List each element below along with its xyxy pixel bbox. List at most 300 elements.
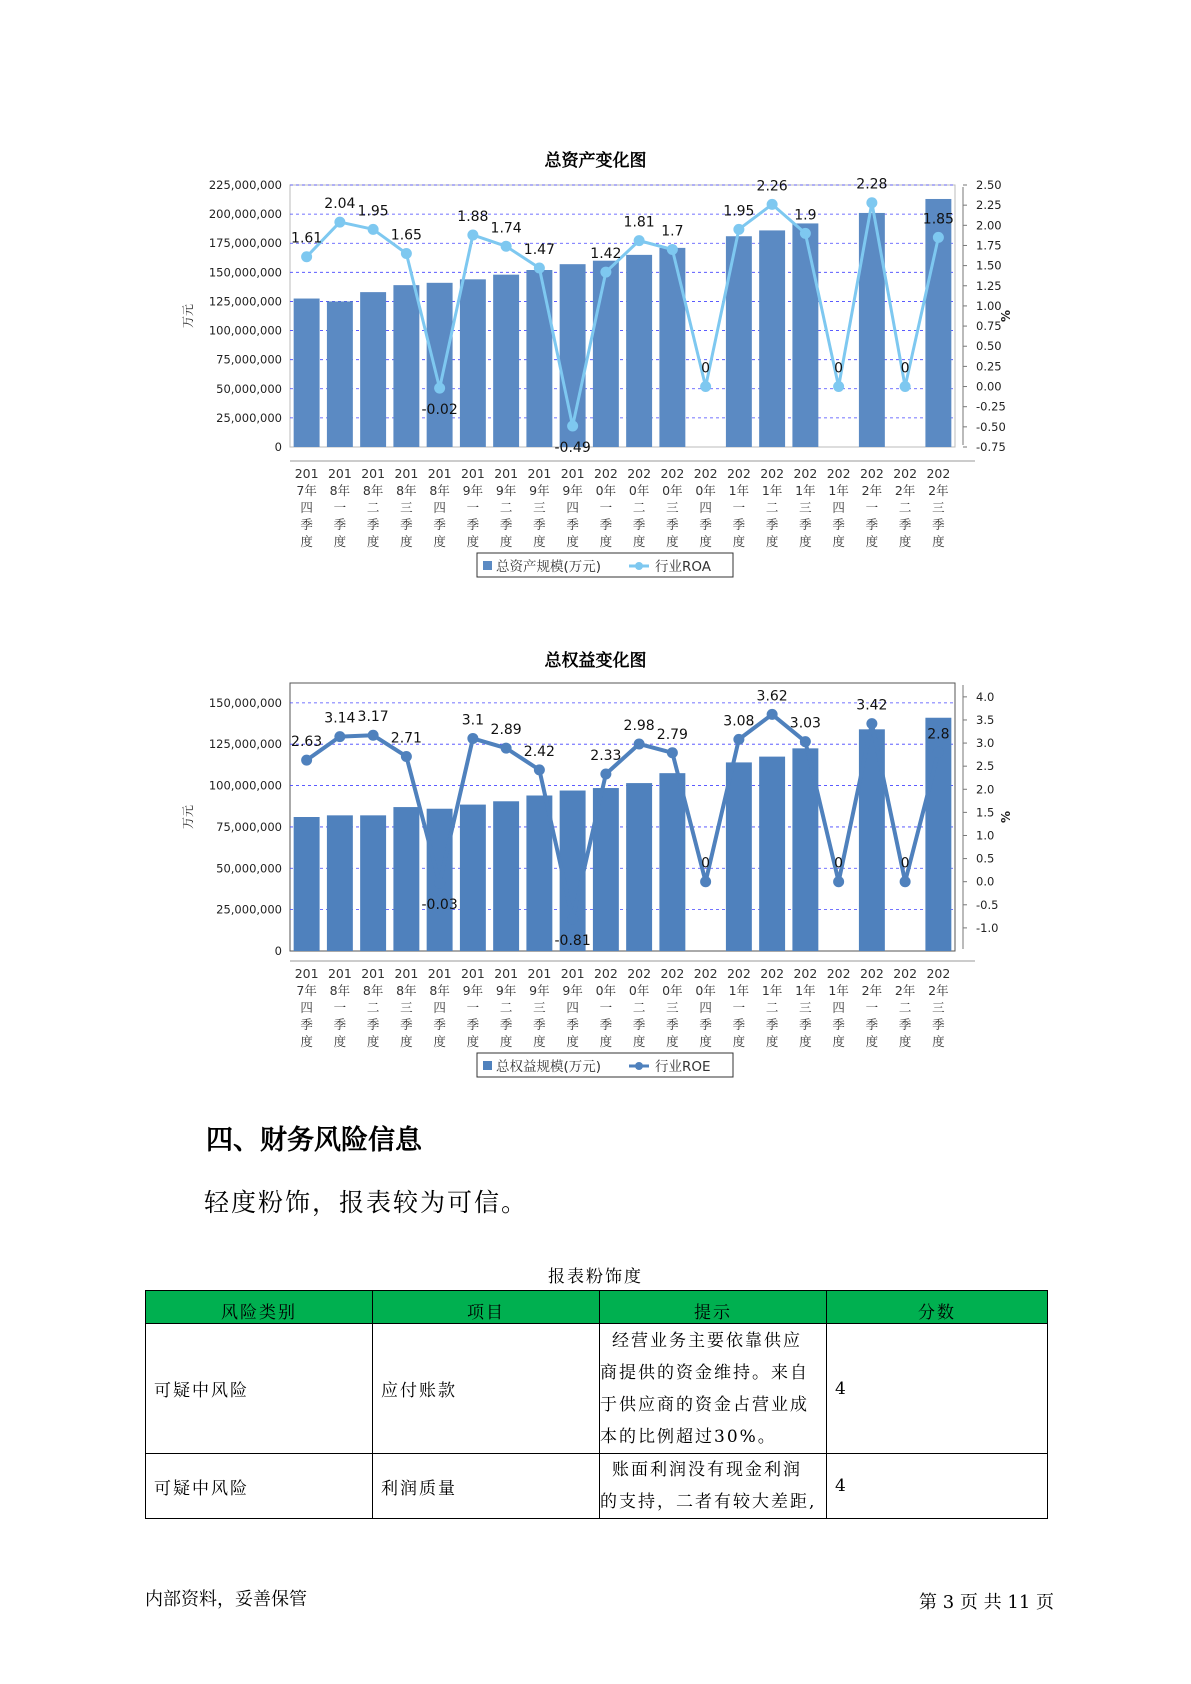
left-tick-label: 150,000,000 <box>208 695 282 710</box>
data-label: -0.03 <box>421 897 458 914</box>
data-label: 1.95 <box>723 203 755 220</box>
row-tip <box>600 1324 827 1454</box>
category-label: 度 <box>732 534 746 549</box>
category-label: 季 <box>400 517 413 532</box>
left-axis-title: 万元 <box>181 303 195 329</box>
category-label: 202 <box>627 466 652 481</box>
bar <box>759 230 785 447</box>
category-label: 度 <box>300 534 313 549</box>
row-score: 4 <box>827 1454 1048 1519</box>
plot-frame <box>290 185 955 447</box>
category-label: 季 <box>898 517 912 532</box>
data-point <box>900 381 911 392</box>
category-label: 度 <box>366 534 380 549</box>
category-label: 2年 <box>928 483 949 498</box>
category-label: 四 <box>566 500 579 515</box>
tip-line: 商提供的资金维持。来自 <box>600 1362 809 1383</box>
bar <box>759 757 785 951</box>
category-label: 度 <box>433 1034 446 1049</box>
data-label: 1.47 <box>523 242 555 259</box>
header-risk-category: 风险类别 <box>146 1291 373 1324</box>
category-label: 季 <box>499 517 513 532</box>
category-label: 度 <box>699 534 712 549</box>
category-label: 1年 <box>828 983 849 998</box>
category-label: 8年 <box>329 983 351 998</box>
bar <box>493 275 519 447</box>
category-label: 度 <box>666 534 679 549</box>
category-label: 201 <box>560 966 585 981</box>
category-label: 202 <box>726 466 751 481</box>
bar <box>626 783 652 951</box>
left-tick-label: 150,000,000 <box>208 265 282 280</box>
data-point <box>833 876 844 887</box>
category-label: 度 <box>566 534 579 549</box>
data-label: 1.61 <box>291 230 323 247</box>
data-label: 1.7 <box>661 223 684 240</box>
category-label: 季 <box>699 517 712 532</box>
category-label: 202 <box>893 966 918 981</box>
data-point <box>933 232 944 243</box>
right-tick-label: -0.25 <box>976 399 1006 414</box>
legend-bar-swatch <box>483 1061 492 1070</box>
data-point <box>501 743 512 754</box>
category-label: 季 <box>333 1017 347 1032</box>
row-risk-category: 可疑中风险 <box>146 1454 373 1519</box>
left-tick-label: 25,000,000 <box>216 902 282 917</box>
data-label: 2.33 <box>590 748 622 765</box>
category-label: 8年 <box>396 483 417 498</box>
category-label: 202 <box>660 966 685 981</box>
category-label: 9年 <box>495 483 517 498</box>
data-label: 1.95 <box>357 203 389 220</box>
category-label: 度 <box>666 1034 679 1049</box>
bar <box>659 773 685 951</box>
category-label: 季 <box>666 1017 679 1032</box>
data-label: 3.42 <box>856 697 888 714</box>
category-label: 季 <box>599 1017 613 1032</box>
category-label: 1年 <box>795 983 816 998</box>
category-label: 0年 <box>595 983 617 998</box>
category-label: 度 <box>799 534 812 549</box>
category-label: 202 <box>760 466 785 481</box>
category-label: 度 <box>832 534 845 549</box>
category-label: 季 <box>300 1017 313 1032</box>
asset-chart-title: 总资产变化图 <box>544 151 647 171</box>
category-label: 0年 <box>595 483 617 498</box>
category-label: 8年 <box>329 483 351 498</box>
data-point <box>933 747 944 758</box>
category-label: 季 <box>400 1017 413 1032</box>
data-label: 0 <box>834 855 844 872</box>
category-label: 季 <box>632 517 646 532</box>
data-point <box>634 738 645 749</box>
category-label: 度 <box>832 1034 845 1049</box>
left-axis-title: 万元 <box>181 804 195 830</box>
data-label: 2.42 <box>523 743 555 760</box>
data-point <box>667 747 678 758</box>
right-tick-label: 1.50 <box>976 258 1002 273</box>
data-point <box>567 421 578 432</box>
category-label: 201 <box>327 466 352 481</box>
category-label: 四 <box>699 500 712 515</box>
category-label: 2年 <box>894 483 916 498</box>
data-point <box>866 718 877 729</box>
data-label: 2.04 <box>324 196 356 213</box>
category-label: 二 <box>499 1000 513 1015</box>
category-label: 度 <box>932 1034 945 1049</box>
data-label: 3.08 <box>723 713 755 730</box>
right-tick-label: 0.00 <box>976 379 1002 394</box>
category-label: 1年 <box>828 483 849 498</box>
category-label: 度 <box>932 534 945 549</box>
bar <box>427 283 453 447</box>
category-label: 四 <box>832 500 845 515</box>
category-label: 202 <box>593 466 618 481</box>
left-tick-label: 0 <box>274 944 282 958</box>
data-label: -0.02 <box>421 402 458 419</box>
header-item: 项目 <box>373 1291 600 1324</box>
category-label: 201 <box>294 466 319 481</box>
data-label: -0.49 <box>554 440 591 457</box>
right-tick-label: 1.75 <box>976 238 1002 253</box>
category-label: 度 <box>366 1034 380 1049</box>
category-label: 季 <box>832 517 845 532</box>
right-tick-label: 1.00 <box>976 298 1002 313</box>
row-tip <box>600 1454 827 1519</box>
category-label: 0年 <box>628 483 650 498</box>
category-label: 二 <box>499 500 513 515</box>
legend-line-label: 行业ROA <box>655 559 712 575</box>
legend-bar-label: 总资产规模(万元) <box>496 559 602 575</box>
category-label: 度 <box>799 1034 812 1049</box>
right-tick-label: 2.00 <box>976 218 1002 233</box>
category-label: 季 <box>732 517 746 532</box>
category-label: 季 <box>466 517 480 532</box>
category-label: 202 <box>660 466 685 481</box>
data-point <box>634 235 645 246</box>
bar <box>460 805 486 951</box>
data-label: 3.62 <box>756 688 788 705</box>
left-tick-label: 225,000,000 <box>208 178 282 192</box>
right-tick-label: 3.0 <box>976 736 995 751</box>
category-label: 202 <box>693 966 718 981</box>
category-label: 一 <box>599 500 613 515</box>
category-label: 一 <box>732 1000 746 1015</box>
right-tick-label: 0.75 <box>976 319 1002 334</box>
right-tick-label: 2.0 <box>976 782 995 797</box>
right-tick-label: 4.0 <box>976 689 995 704</box>
bar <box>493 801 519 951</box>
category-label: 201 <box>560 466 585 481</box>
category-label: 201 <box>327 966 352 981</box>
data-label: 2.26 <box>756 178 788 195</box>
category-label: 2年 <box>861 483 883 498</box>
category-label: 三 <box>799 1000 812 1015</box>
asset-chart <box>0 175 1191 605</box>
category-label: 季 <box>799 517 812 532</box>
data-label: 0 <box>701 360 711 377</box>
category-label: 四 <box>433 500 446 515</box>
category-label: 季 <box>533 1017 546 1032</box>
header-score: 分数 <box>827 1291 1048 1324</box>
category-label: 二 <box>898 1000 912 1015</box>
row-item: 利润质量 <box>373 1454 600 1519</box>
category-label: 一 <box>466 1000 480 1015</box>
category-label: 季 <box>566 517 579 532</box>
data-label: 3.14 <box>324 710 356 727</box>
tip-line: 于供应商的资金占营业成 <box>600 1394 809 1415</box>
category-label: 季 <box>898 1017 912 1032</box>
data-point <box>700 381 711 392</box>
data-label: 1.42 <box>590 246 622 263</box>
bar <box>526 270 552 447</box>
legend-bar-label: 总权益规模(万元) <box>496 1059 602 1075</box>
data-point <box>800 736 811 747</box>
category-label: 8年 <box>429 483 450 498</box>
category-label: 2年 <box>928 983 949 998</box>
bar <box>393 285 419 447</box>
category-label: 三 <box>533 1000 546 1015</box>
category-label: 201 <box>361 966 386 981</box>
category-label: 三 <box>400 500 413 515</box>
category-label: 季 <box>333 517 347 532</box>
table-caption: 报表粉饰度 <box>548 1267 643 1287</box>
data-label: 0 <box>834 360 844 377</box>
category-label: 8年 <box>362 983 384 998</box>
header-tip: 提示 <box>600 1291 827 1324</box>
category-label: 季 <box>832 1017 845 1032</box>
data-point <box>700 876 711 887</box>
data-point <box>434 383 445 394</box>
category-label: 二 <box>366 1000 380 1015</box>
data-label: 2.8 <box>927 726 950 743</box>
left-tick-label: 100,000,000 <box>208 323 282 338</box>
category-label: 0年 <box>662 483 683 498</box>
right-tick-label: 3.5 <box>976 712 995 727</box>
data-point <box>600 267 611 278</box>
category-label: 1年 <box>728 983 750 998</box>
category-label: 201 <box>361 466 386 481</box>
category-label: 二 <box>765 1000 779 1015</box>
category-label: 一 <box>732 500 746 515</box>
category-label: 7年 <box>296 483 317 498</box>
category-label: 三 <box>666 1000 679 1015</box>
category-label: 9年 <box>462 483 484 498</box>
data-point <box>733 224 744 235</box>
category-label: 二 <box>765 500 779 515</box>
row-risk-category: 可疑中风险 <box>146 1324 373 1454</box>
legend-bar-swatch <box>483 561 492 570</box>
category-label: 二 <box>632 1000 646 1015</box>
category-label: 度 <box>333 1034 347 1049</box>
category-label: 201 <box>294 966 319 981</box>
category-label: 201 <box>494 466 519 481</box>
category-label: 202 <box>693 466 718 481</box>
category-label: 四 <box>566 1000 579 1015</box>
category-label: 季 <box>300 517 313 532</box>
category-label: 季 <box>499 1017 513 1032</box>
row-item: 应付账款 <box>373 1324 600 1454</box>
category-label: 度 <box>466 534 480 549</box>
data-point <box>733 734 744 745</box>
category-label: 9年 <box>529 983 550 998</box>
left-tick-label: 75,000,000 <box>216 352 282 367</box>
bar <box>360 292 386 447</box>
category-label: 季 <box>566 1017 579 1032</box>
category-label: 度 <box>765 534 779 549</box>
category-label: 度 <box>400 1034 413 1049</box>
left-tick-label: 200,000,000 <box>208 207 282 222</box>
category-label: 201 <box>460 466 485 481</box>
category-label: 201 <box>427 966 452 981</box>
data-point <box>401 248 412 259</box>
category-label: 四 <box>433 1000 446 1015</box>
category-label: 201 <box>527 466 552 481</box>
category-label: 9年 <box>529 483 550 498</box>
category-label: 三 <box>799 500 812 515</box>
right-tick-label: 0.25 <box>976 359 1002 374</box>
data-label: 1.65 <box>390 227 422 244</box>
data-point <box>301 755 312 766</box>
bar <box>659 248 685 447</box>
data-label: 3.1 <box>461 712 485 729</box>
left-tick-label: 75,000,000 <box>216 819 282 834</box>
footer-note: 内部资料，妥善保管 <box>145 1589 307 1610</box>
category-label: 季 <box>699 1017 712 1032</box>
bar <box>593 261 619 447</box>
data-label: 1.85 <box>922 211 954 228</box>
category-label: 季 <box>799 1017 812 1032</box>
category-label: 一 <box>466 500 480 515</box>
category-label: 季 <box>765 1017 779 1032</box>
data-point <box>501 241 512 252</box>
category-label: 202 <box>593 966 618 981</box>
data-point <box>334 217 345 228</box>
data-label: -0.81 <box>554 933 591 950</box>
data-point <box>534 764 545 775</box>
data-point <box>368 224 379 235</box>
right-axis-title: % <box>999 810 1013 824</box>
category-label: 一 <box>865 500 879 515</box>
bar <box>360 815 386 951</box>
category-label: 9年 <box>495 983 517 998</box>
data-label: 0 <box>701 855 711 872</box>
left-tick-label: 125,000,000 <box>208 737 282 752</box>
category-label: 201 <box>494 966 519 981</box>
right-tick-label: 2.5 <box>976 759 995 774</box>
category-label: 201 <box>460 966 485 981</box>
category-label: 季 <box>765 517 779 532</box>
data-point <box>534 263 545 274</box>
bar <box>294 299 320 447</box>
data-point <box>900 876 911 887</box>
category-label: 季 <box>632 1017 646 1032</box>
category-label: 度 <box>699 1034 712 1049</box>
data-label: 2.28 <box>856 176 888 193</box>
category-label: 度 <box>466 1034 480 1049</box>
category-label: 1年 <box>728 483 750 498</box>
right-tick-label: -1.0 <box>976 920 999 935</box>
category-label: 度 <box>632 1034 646 1049</box>
data-point <box>567 914 578 925</box>
category-label: 202 <box>726 966 751 981</box>
data-point <box>434 878 445 889</box>
left-tick-label: 50,000,000 <box>216 861 282 876</box>
legend-line-marker <box>635 1062 643 1070</box>
category-label: 度 <box>566 1034 579 1049</box>
category-label: 一 <box>333 1000 347 1015</box>
category-label: 202 <box>826 466 851 481</box>
page-number: 第 3 页 共 11 页 <box>919 1592 1054 1613</box>
category-label: 202 <box>793 466 818 481</box>
left-tick-label: 100,000,000 <box>208 778 282 793</box>
category-label: 度 <box>599 534 613 549</box>
category-label: 季 <box>599 517 613 532</box>
category-label: 季 <box>466 1017 480 1032</box>
category-label: 202 <box>793 966 818 981</box>
category-label: 一 <box>599 1000 613 1015</box>
category-label: 二 <box>366 500 380 515</box>
category-label: 季 <box>433 1017 446 1032</box>
data-point <box>301 251 312 262</box>
bar <box>726 762 752 951</box>
data-point <box>833 381 844 392</box>
left-tick-label: 175,000,000 <box>208 236 282 251</box>
category-label: 202 <box>926 966 951 981</box>
data-point <box>767 199 778 210</box>
section-summary: 轻度粉饰，报表较为可信。 <box>204 1188 529 1217</box>
data-label: 1.74 <box>490 220 522 237</box>
row-score: 4 <box>827 1324 1048 1454</box>
category-label: 度 <box>499 1034 513 1049</box>
category-label: 202 <box>627 966 652 981</box>
category-label: 202 <box>893 466 918 481</box>
equity-chart <box>0 675 1191 1095</box>
left-tick-label: 25,000,000 <box>216 410 282 425</box>
category-label: 四 <box>300 500 313 515</box>
data-label: 2.71 <box>390 730 422 747</box>
tip-line: 本的比例超过30%。 <box>600 1426 777 1447</box>
data-point <box>368 730 379 741</box>
category-label: 度 <box>533 534 546 549</box>
category-label: 202 <box>859 966 884 981</box>
category-label: 0年 <box>662 983 683 998</box>
legend-line-marker <box>635 562 643 570</box>
right-tick-label: 0.5 <box>976 851 995 866</box>
category-label: 201 <box>427 466 452 481</box>
category-label: 2年 <box>894 983 916 998</box>
right-tick-label: 1.5 <box>976 805 995 820</box>
bar <box>626 255 652 447</box>
category-label: 季 <box>865 517 879 532</box>
data-label: 1.9 <box>794 207 817 224</box>
tip-line: 的支持，二者有较大差距, <box>600 1492 817 1512</box>
data-point <box>467 733 478 744</box>
plot-frame <box>290 683 955 951</box>
right-tick-label: -0.50 <box>976 419 1006 434</box>
bar <box>792 223 818 447</box>
data-label: 2.63 <box>291 734 323 751</box>
legend-line-label: 行业ROE <box>655 1059 711 1075</box>
category-label: 202 <box>859 466 884 481</box>
data-point <box>767 709 778 720</box>
category-label: 1年 <box>761 483 783 498</box>
data-label: 2.98 <box>623 717 655 734</box>
table-header-row <box>146 1291 1048 1324</box>
right-tick-label: 1.0 <box>976 828 995 843</box>
right-tick-label: 0.0 <box>976 874 995 889</box>
right-tick-label: 0.50 <box>976 339 1002 354</box>
